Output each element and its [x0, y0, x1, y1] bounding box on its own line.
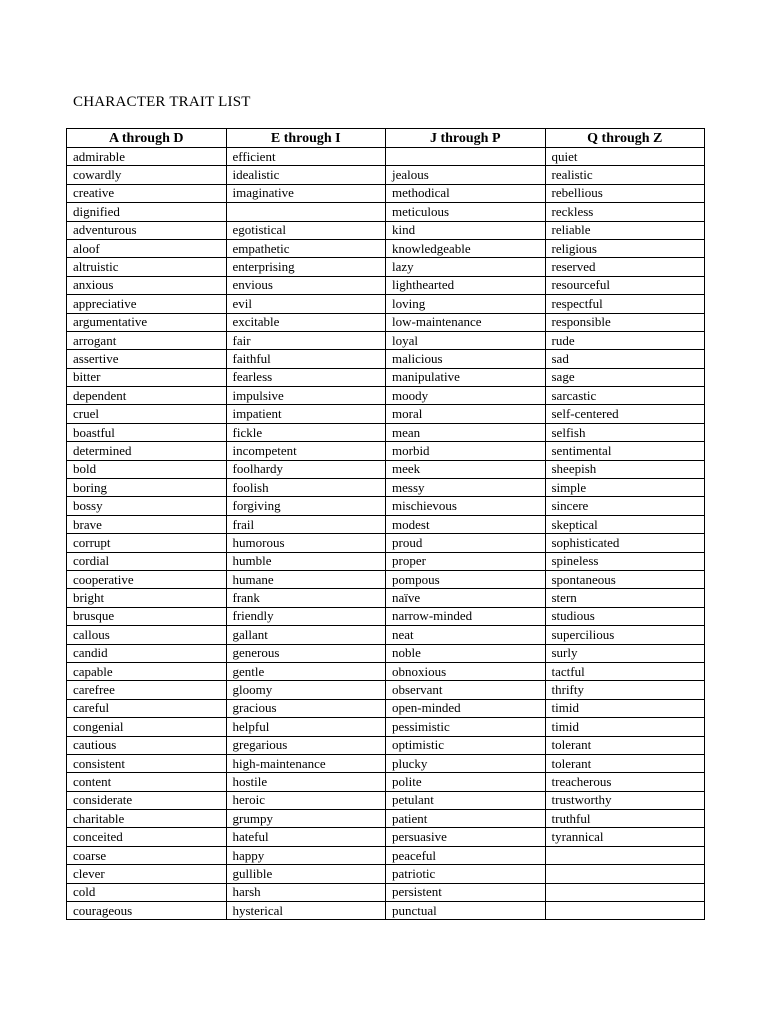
table-cell: narrow-minded [386, 607, 546, 625]
table-cell [545, 883, 705, 901]
table-cell: humble [226, 552, 386, 570]
table-cell: resourceful [545, 276, 705, 294]
table-row [67, 773, 705, 791]
table-cell: candid [67, 644, 227, 662]
column-header: J through P [386, 129, 546, 148]
table-cell: bitter [67, 368, 227, 386]
table-cell: surly [545, 644, 705, 662]
table-row [67, 166, 705, 184]
table-row [67, 350, 705, 368]
table-cell: pessimistic [386, 718, 546, 736]
table-cell: mischievous [386, 497, 546, 515]
table-cell: sarcastic [545, 387, 705, 405]
table-row [67, 681, 705, 699]
table-row [67, 221, 705, 239]
table-row [67, 810, 705, 828]
table-cell: methodical [386, 184, 546, 202]
table-row [67, 662, 705, 680]
table-row [67, 276, 705, 294]
table-cell: charitable [67, 810, 227, 828]
table-cell: cruel [67, 405, 227, 423]
table-cell: proud [386, 534, 546, 552]
table-cell: forgiving [226, 497, 386, 515]
table-cell: morbid [386, 442, 546, 460]
table-cell: happy [226, 846, 386, 864]
table-cell: tactful [545, 662, 705, 680]
table-row [67, 148, 705, 166]
table-cell: adventurous [67, 221, 227, 239]
table-cell: sophisticated [545, 534, 705, 552]
table-cell: cooperative [67, 570, 227, 588]
table-row [67, 331, 705, 349]
table-cell: messy [386, 479, 546, 497]
table-row [67, 368, 705, 386]
table-cell: reckless [545, 203, 705, 221]
table-cell: spineless [545, 552, 705, 570]
table-body [67, 148, 705, 920]
table-cell: lazy [386, 258, 546, 276]
table-cell [386, 148, 546, 166]
table-cell: malicious [386, 350, 546, 368]
table-row [67, 479, 705, 497]
table-cell: optimistic [386, 736, 546, 754]
table-cell: loyal [386, 331, 546, 349]
table-cell: kind [386, 221, 546, 239]
table-cell: gloomy [226, 681, 386, 699]
table-cell: dignified [67, 203, 227, 221]
table-cell: brave [67, 515, 227, 533]
table-row [67, 736, 705, 754]
table-cell: spontaneous [545, 570, 705, 588]
table-cell: supercilious [545, 626, 705, 644]
table-cell: foolhardy [226, 460, 386, 478]
table-cell: coarse [67, 846, 227, 864]
table-row [67, 846, 705, 864]
table-cell: fearless [226, 368, 386, 386]
table-cell: tyrannical [545, 828, 705, 846]
table-cell: frank [226, 589, 386, 607]
table-cell: aloof [67, 239, 227, 257]
table-cell: punctual [386, 902, 546, 920]
table-row [67, 515, 705, 533]
table-cell: capable [67, 662, 227, 680]
table-cell: corrupt [67, 534, 227, 552]
table-cell: patriotic [386, 865, 546, 883]
table-row [67, 552, 705, 570]
table-cell: patient [386, 810, 546, 828]
table-cell [545, 846, 705, 864]
table-cell: content [67, 773, 227, 791]
table-cell: observant [386, 681, 546, 699]
table-cell: consistent [67, 754, 227, 772]
table-cell: manipulative [386, 368, 546, 386]
table-cell: open-minded [386, 699, 546, 717]
table-cell: rebellious [545, 184, 705, 202]
table-cell: courageous [67, 902, 227, 920]
table-cell: gallant [226, 626, 386, 644]
table-cell: gentle [226, 662, 386, 680]
table-row [67, 203, 705, 221]
table-cell: sad [545, 350, 705, 368]
table-cell: sage [545, 368, 705, 386]
table-cell: simple [545, 479, 705, 497]
table-cell: obnoxious [386, 662, 546, 680]
table-cell: gullible [226, 865, 386, 883]
table-cell: bright [67, 589, 227, 607]
table-cell: treacherous [545, 773, 705, 791]
table-cell: dependent [67, 387, 227, 405]
table-cell: impatient [226, 405, 386, 423]
table-row [67, 828, 705, 846]
table-cell: boastful [67, 423, 227, 441]
table-row [67, 313, 705, 331]
table-cell: envious [226, 276, 386, 294]
table-row [67, 791, 705, 809]
table-cell: reliable [545, 221, 705, 239]
column-header: A through D [67, 129, 227, 148]
table-cell: quiet [545, 148, 705, 166]
table-cell: proper [386, 552, 546, 570]
table-cell: faithful [226, 350, 386, 368]
table-cell: bold [67, 460, 227, 478]
table-cell: excitable [226, 313, 386, 331]
table-cell: pompous [386, 570, 546, 588]
table-row [67, 239, 705, 257]
table-cell: fickle [226, 423, 386, 441]
table-cell: argumentative [67, 313, 227, 331]
table-cell: humane [226, 570, 386, 588]
table-cell: sincere [545, 497, 705, 515]
page-title: CHARACTER TRAIT LIST [73, 94, 251, 110]
table-cell: boring [67, 479, 227, 497]
table-row [67, 405, 705, 423]
table-cell: low-maintenance [386, 313, 546, 331]
table-cell: admirable [67, 148, 227, 166]
table-row [67, 644, 705, 662]
table-cell: brusque [67, 607, 227, 625]
table-row [67, 626, 705, 644]
table-cell: peaceful [386, 846, 546, 864]
table-cell: timid [545, 699, 705, 717]
trait-table [66, 128, 705, 920]
table-cell: careful [67, 699, 227, 717]
table-row [67, 865, 705, 883]
table-cell: appreciative [67, 295, 227, 313]
table-row [67, 902, 705, 920]
table-cell: timid [545, 718, 705, 736]
table-cell: plucky [386, 754, 546, 772]
table-cell: foolish [226, 479, 386, 497]
table-cell: naïve [386, 589, 546, 607]
table-cell: grumpy [226, 810, 386, 828]
table-cell: sheepish [545, 460, 705, 478]
table-cell: assertive [67, 350, 227, 368]
table-cell: loving [386, 295, 546, 313]
table-cell: petulant [386, 791, 546, 809]
table-cell: thrifty [545, 681, 705, 699]
table-cell: mean [386, 423, 546, 441]
table-cell: considerate [67, 791, 227, 809]
column-header: E through I [226, 129, 386, 148]
table-cell: persuasive [386, 828, 546, 846]
table-row [67, 534, 705, 552]
table-cell: lighthearted [386, 276, 546, 294]
table-row [67, 589, 705, 607]
table-cell: efficient [226, 148, 386, 166]
table-cell: creative [67, 184, 227, 202]
table-cell: self-centered [545, 405, 705, 423]
table-cell: imaginative [226, 184, 386, 202]
table-cell: studious [545, 607, 705, 625]
table-cell: selfish [545, 423, 705, 441]
table-cell: carefree [67, 681, 227, 699]
table-row [67, 718, 705, 736]
table-row [67, 883, 705, 901]
table-cell: reserved [545, 258, 705, 276]
table-cell: generous [226, 644, 386, 662]
table-cell: callous [67, 626, 227, 644]
table-cell: respectful [545, 295, 705, 313]
table-cell: stern [545, 589, 705, 607]
table-cell: trustworthy [545, 791, 705, 809]
table-cell: skeptical [545, 515, 705, 533]
table-cell: cowardly [67, 166, 227, 184]
table-cell: hateful [226, 828, 386, 846]
table-cell: neat [386, 626, 546, 644]
table-cell [545, 902, 705, 920]
table-cell: friendly [226, 607, 386, 625]
table-cell: bossy [67, 497, 227, 515]
table-cell: knowledgeable [386, 239, 546, 257]
table-row [67, 387, 705, 405]
table-cell: cordial [67, 552, 227, 570]
table-cell: noble [386, 644, 546, 662]
table-cell: responsible [545, 313, 705, 331]
table-cell: idealistic [226, 166, 386, 184]
table-cell: frail [226, 515, 386, 533]
table-row [67, 497, 705, 515]
column-header: Q through Z [545, 129, 705, 148]
table-cell: moody [386, 387, 546, 405]
table-cell: realistic [545, 166, 705, 184]
table-cell: cautious [67, 736, 227, 754]
table-cell: evil [226, 295, 386, 313]
table-cell: persistent [386, 883, 546, 901]
table-row [67, 295, 705, 313]
table-cell [226, 203, 386, 221]
table-cell: determined [67, 442, 227, 460]
table-row [67, 423, 705, 441]
table-row [67, 699, 705, 717]
table-cell: altruistic [67, 258, 227, 276]
table-cell: impulsive [226, 387, 386, 405]
table-cell: fair [226, 331, 386, 349]
table-row [67, 570, 705, 588]
table-cell: arrogant [67, 331, 227, 349]
table-row [67, 258, 705, 276]
table-cell: heroic [226, 791, 386, 809]
table-cell [545, 865, 705, 883]
table-cell: gracious [226, 699, 386, 717]
table-row [67, 607, 705, 625]
table-cell: modest [386, 515, 546, 533]
table-header-row [67, 129, 705, 148]
table-cell: meticulous [386, 203, 546, 221]
table-cell: empathetic [226, 239, 386, 257]
table-cell: enterprising [226, 258, 386, 276]
table-cell: clever [67, 865, 227, 883]
table-cell: tolerant [545, 754, 705, 772]
table-cell: truthful [545, 810, 705, 828]
table-cell: jealous [386, 166, 546, 184]
table-cell: rude [545, 331, 705, 349]
table-cell: moral [386, 405, 546, 423]
table-cell: cold [67, 883, 227, 901]
table-cell: egotistical [226, 221, 386, 239]
table-cell: congenial [67, 718, 227, 736]
table-cell: hostile [226, 773, 386, 791]
table-cell: gregarious [226, 736, 386, 754]
table-row [67, 184, 705, 202]
table-cell: meek [386, 460, 546, 478]
table-cell: conceited [67, 828, 227, 846]
table-cell: hysterical [226, 902, 386, 920]
table-cell: anxious [67, 276, 227, 294]
table-cell: religious [545, 239, 705, 257]
table-cell: high-maintenance [226, 754, 386, 772]
table-cell: helpful [226, 718, 386, 736]
table-cell: incompetent [226, 442, 386, 460]
table-cell: polite [386, 773, 546, 791]
table-row [67, 442, 705, 460]
table-cell: harsh [226, 883, 386, 901]
table-cell: sentimental [545, 442, 705, 460]
table-cell: humorous [226, 534, 386, 552]
table-row [67, 460, 705, 478]
table-row [67, 754, 705, 772]
table-cell: tolerant [545, 736, 705, 754]
